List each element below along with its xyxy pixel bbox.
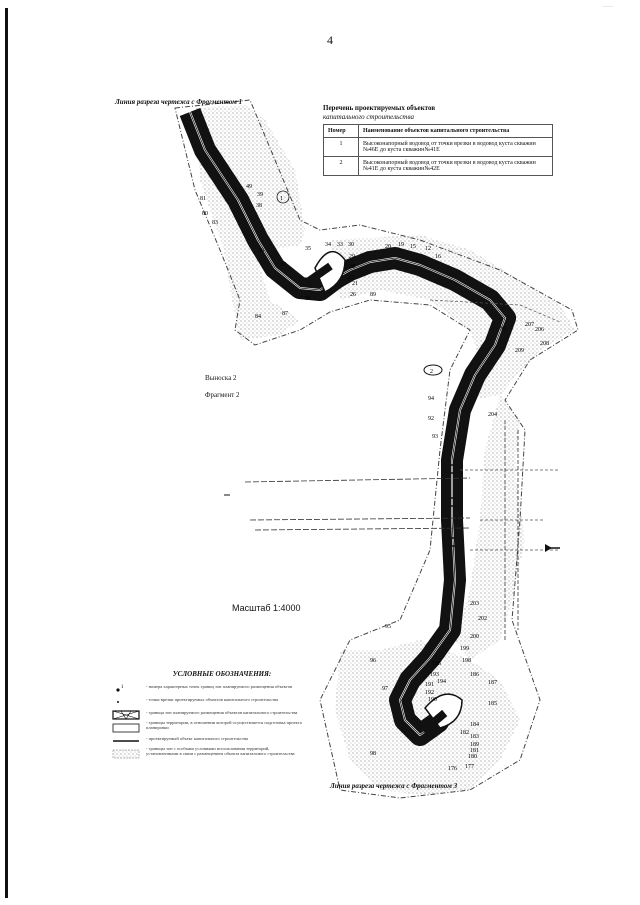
object-list-header-row xyxy=(324,125,553,138)
legend-item-text: - номера характерных точек границ зон планируемого размещения объектов xyxy=(146,683,293,689)
point-number-label: 29 xyxy=(349,254,355,260)
point-number-label: 21 xyxy=(352,281,358,287)
row-number: 2 xyxy=(324,157,359,176)
object-list-title xyxy=(323,104,483,122)
point-number-label: 193 xyxy=(430,672,439,678)
point-number-label: 180 xyxy=(468,754,477,760)
inset-label: Выноска 2 xyxy=(205,374,237,382)
legend-symbol-box xyxy=(112,720,140,730)
legend-item-text: - границы территории, в отношении которой осуществляется подготовка проекта планировки xyxy=(146,720,302,730)
point-number-label: 26 xyxy=(350,292,356,298)
point-number-label: 86 xyxy=(305,296,311,302)
point-number-label: 189 xyxy=(470,742,479,748)
legend-item xyxy=(112,707,302,717)
point-number-label: 33 xyxy=(337,242,343,248)
legend-symbol-point xyxy=(112,681,140,691)
object-list-title-line1: Перечень проектируемых объектов xyxy=(323,104,436,112)
point-number-label: 35 xyxy=(305,246,311,252)
cut-line-top-caption: Линия разреза чертежа с Фрагментом 1 xyxy=(115,98,243,106)
point-number-label: 185 xyxy=(488,701,497,707)
point-number-label: 182 xyxy=(460,730,469,736)
legend-item xyxy=(112,694,302,704)
point-number-label: 12 xyxy=(425,246,431,252)
callout-marker-2-number: 2 xyxy=(430,369,433,375)
point-number-label: 90 xyxy=(500,326,506,332)
fragment-label: Фрагмент 2 xyxy=(205,391,240,399)
scan-reference-mark: ........... xyxy=(602,3,613,8)
point-number-label: 92 xyxy=(428,416,434,422)
point-number-label: 190 xyxy=(428,697,437,703)
legend-symbol-hatched xyxy=(112,707,140,717)
point-number-label: 176 xyxy=(448,766,457,772)
point-number-label: 194 xyxy=(437,679,446,685)
legend-symbol-line xyxy=(112,733,140,743)
table-row xyxy=(324,157,553,176)
object-list-table xyxy=(323,124,553,176)
legend-title: УСЛОВНЫЕ ОБОЗНАЧЕНИЯ: xyxy=(172,670,272,678)
point-number-label: 199 xyxy=(460,646,469,652)
header-name: Наименование объектов капитального строительства xyxy=(359,125,553,138)
table-row xyxy=(324,138,553,157)
point-number-label: 34 xyxy=(325,242,331,248)
point-number-label: 204 xyxy=(488,412,497,418)
point-number-label: 192 xyxy=(425,690,434,696)
point-number-label: 203 xyxy=(470,601,479,607)
row-number: 1 xyxy=(324,138,359,157)
legend-symbol-dot xyxy=(112,694,140,704)
point-number-label: 95 xyxy=(385,624,391,630)
point-number-label: 20 xyxy=(385,244,391,250)
row-name: Высоконапорный водовод от точки врезки в водовод куста скважин №46Е до куста скважин№41Е xyxy=(359,138,553,157)
cut-line-bottom-caption: Линия разреза чертежа с Фрагментом 3 xyxy=(330,782,458,790)
point-number-label: 19 xyxy=(398,242,404,248)
point-number-label: 89 xyxy=(370,292,376,298)
legend-item xyxy=(112,720,302,730)
point-number-label: 15 xyxy=(410,244,416,250)
point-number-label: 84 xyxy=(255,314,261,320)
point-number-label: 80 xyxy=(202,211,208,217)
legend-item-text: - проектируемый объект капитального строительства xyxy=(146,735,249,741)
point-number-label: 191 xyxy=(425,682,434,688)
point-number-label: 181 xyxy=(470,748,479,754)
point-number-label: 98 xyxy=(370,751,376,757)
point-number-label: 198 xyxy=(462,658,471,664)
point-number-label: 186 xyxy=(470,672,479,678)
point-number-label: 206 xyxy=(535,327,544,333)
legend-items xyxy=(112,681,302,756)
legend-item-text: - точки врезки проектируемых объектов капитального строительства xyxy=(146,696,279,702)
legend-item xyxy=(112,681,302,691)
point-number-label: 30 xyxy=(348,242,354,248)
point-number-label: 22 xyxy=(348,275,354,281)
page-margin-bar xyxy=(5,8,8,898)
point-number-label: 96 xyxy=(370,658,376,664)
arrow-head-icon xyxy=(545,544,552,552)
callout-marker-2 xyxy=(424,365,442,375)
legend-symbol-dotted xyxy=(112,746,140,756)
point-number-label: 39 xyxy=(257,192,263,198)
callout-marker-1-number: 1 xyxy=(280,196,283,202)
point-number-label: 83 xyxy=(212,220,218,226)
point-number-label: 28 xyxy=(349,264,355,270)
point-number-label: 87 xyxy=(282,311,288,317)
point-number-label: 200 xyxy=(470,634,479,640)
point-number-label: 184 xyxy=(470,722,479,728)
svg-text:1: 1 xyxy=(121,685,124,690)
point-number-label: 187 xyxy=(488,680,497,686)
point-number-label: 38 xyxy=(256,203,262,209)
object-list-title-line2: капитального строительства xyxy=(323,113,414,121)
point-number-label: 195 xyxy=(432,661,441,667)
point-number-label: 37 xyxy=(280,262,286,268)
legend-item-text: - границы зон с особыми условиями использования территорий, установленными в связи с размещением объекта капитального строительства xyxy=(146,746,295,756)
point-number-label: 183 xyxy=(470,734,479,740)
legend xyxy=(112,670,302,756)
point-number-label: 177 xyxy=(465,764,474,770)
point-number-label: 49 xyxy=(246,184,252,190)
point-number-label: 209 xyxy=(515,348,524,354)
point-number-label: 97 xyxy=(382,686,388,692)
point-number-label: 16 xyxy=(435,254,441,260)
point-number-label: 94 xyxy=(428,396,434,402)
legend-item-text: - граница зон планируемого размещения объектов капитального строительства xyxy=(146,709,298,715)
page-number: 4 xyxy=(327,33,333,47)
header-number: Номер xyxy=(324,125,359,138)
point-number-label: 202 xyxy=(478,616,487,622)
map-scale: Масштаб 1:4000 xyxy=(232,603,301,613)
point-number-label: 208 xyxy=(540,341,549,347)
point-number-label: 93 xyxy=(432,434,438,440)
legend-item xyxy=(112,733,302,743)
row-name: Высоконапорный водовод от точки врезки в водовод куста скважин №41Е до куста скважин№42Е xyxy=(359,157,553,176)
point-number-label: 207 xyxy=(525,322,534,328)
point-number-label: 81 xyxy=(200,196,206,202)
legend-item xyxy=(112,746,302,756)
point-number-label: 36 xyxy=(258,248,264,254)
